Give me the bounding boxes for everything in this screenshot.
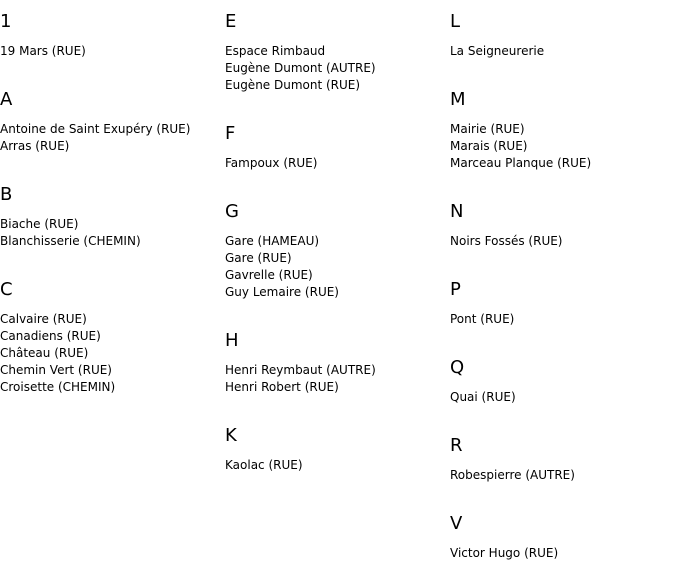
group-spacer <box>0 155 225 173</box>
street-list <box>225 155 450 172</box>
street-link[interactable]: Henri Reymbaut (AUTRE) <box>225 363 376 377</box>
group-spacer <box>225 172 450 190</box>
street-list <box>450 545 675 562</box>
street-list <box>450 389 675 406</box>
letter-heading: V <box>450 513 463 534</box>
street-link[interactable]: Eugène Dumont (RUE) <box>225 78 361 92</box>
letter-heading: C <box>0 279 13 300</box>
letter-group <box>450 435 675 502</box>
street-link[interactable]: Noirs Fossés (RUE) <box>450 234 563 248</box>
letter-group <box>450 201 675 268</box>
street-link[interactable]: Pont (RUE) <box>450 312 515 326</box>
letter-group <box>225 330 450 414</box>
letter-heading: P <box>450 279 461 300</box>
street-link[interactable]: Robespierre (AUTRE) <box>450 468 575 482</box>
group-spacer <box>450 406 675 424</box>
street-list <box>225 43 450 94</box>
index-column <box>225 0 450 492</box>
group-spacer <box>225 301 450 319</box>
street-link[interactable]: Biache (RUE) <box>0 217 79 231</box>
street-link[interactable]: Henri Robert (RUE) <box>225 380 339 394</box>
group-spacer <box>450 60 675 78</box>
letter-heading: 1 <box>0 11 12 32</box>
street-link[interactable]: Kaolac (RUE) <box>225 458 303 472</box>
street-list <box>225 362 450 396</box>
group-spacer <box>225 396 450 414</box>
letter-heading: B <box>0 184 13 205</box>
street-link[interactable]: Fampoux (RUE) <box>225 156 318 170</box>
letter-group <box>225 201 450 319</box>
street-link[interactable]: Guy Lemaire (RUE) <box>225 285 339 299</box>
index-column <box>450 0 675 580</box>
letter-group <box>225 11 450 112</box>
street-link[interactable]: Gavrelle (RUE) <box>225 268 313 282</box>
letter-heading: N <box>450 201 464 222</box>
street-link[interactable]: Victor Hugo (RUE) <box>450 546 559 560</box>
letter-group <box>0 279 225 414</box>
street-link[interactable]: Quai (RUE) <box>450 390 516 404</box>
group-spacer <box>450 328 675 346</box>
letter-heading: H <box>225 330 239 351</box>
letter-heading: K <box>225 425 237 446</box>
street-link[interactable]: La Seigneurerie <box>450 44 545 58</box>
street-list <box>450 233 675 250</box>
letter-heading: E <box>225 11 237 32</box>
street-link[interactable]: Château (RUE) <box>0 346 89 360</box>
street-list <box>225 233 450 301</box>
street-link[interactable]: Gare (RUE) <box>225 251 292 265</box>
group-spacer <box>0 60 225 78</box>
letter-group <box>0 184 225 268</box>
street-link[interactable]: Espace Rimbaud <box>225 44 326 58</box>
street-link[interactable]: Eugène Dumont (AUTRE) <box>225 61 376 75</box>
letter-group <box>450 357 675 424</box>
letter-group <box>225 123 450 190</box>
street-list <box>0 311 225 396</box>
street-list <box>225 457 450 474</box>
street-link[interactable]: Gare (HAMEAU) <box>225 234 320 248</box>
group-spacer <box>450 250 675 268</box>
street-list <box>450 311 675 328</box>
street-link[interactable]: Blanchisserie (CHEMIN) <box>0 234 141 248</box>
street-list <box>0 216 225 250</box>
letter-heading: R <box>450 435 463 456</box>
street-link[interactable]: 19 Mars (RUE) <box>0 44 86 58</box>
street-link[interactable]: Antoine de Saint Exupéry (RUE) <box>0 122 191 136</box>
group-spacer <box>225 94 450 112</box>
letter-group <box>450 11 675 78</box>
letter-group <box>225 425 450 492</box>
street-link[interactable]: Calvaire (RUE) <box>0 312 87 326</box>
street-link[interactable]: Croisette (CHEMIN) <box>0 380 116 394</box>
letter-group <box>450 279 675 346</box>
letter-heading: M <box>450 89 466 110</box>
street-link[interactable]: Canadiens (RUE) <box>0 329 101 343</box>
group-spacer <box>225 474 450 492</box>
index-column <box>0 0 225 414</box>
group-spacer <box>450 484 675 502</box>
letter-heading: L <box>450 11 461 32</box>
street-link[interactable]: Chemin Vert (RUE) <box>0 363 112 377</box>
letter-group <box>0 89 225 173</box>
group-spacer <box>450 172 675 190</box>
street-list <box>450 467 675 484</box>
group-spacer <box>0 250 225 268</box>
letter-heading: Q <box>450 357 465 378</box>
letter-group <box>450 89 675 190</box>
letter-group <box>0 11 225 78</box>
letter-heading: F <box>225 123 236 144</box>
street-link[interactable]: Marais (RUE) <box>450 139 528 153</box>
letter-heading: G <box>225 201 239 222</box>
street-list <box>450 43 675 60</box>
letter-heading: A <box>0 89 13 110</box>
street-link[interactable]: Mairie (RUE) <box>450 122 525 136</box>
street-list <box>0 121 225 155</box>
street-link[interactable]: Arras (RUE) <box>0 139 70 153</box>
street-list <box>0 43 225 60</box>
group-spacer <box>450 562 675 580</box>
street-list <box>450 121 675 172</box>
street-link[interactable]: Marceau Planque (RUE) <box>450 156 592 170</box>
group-spacer <box>0 396 225 414</box>
